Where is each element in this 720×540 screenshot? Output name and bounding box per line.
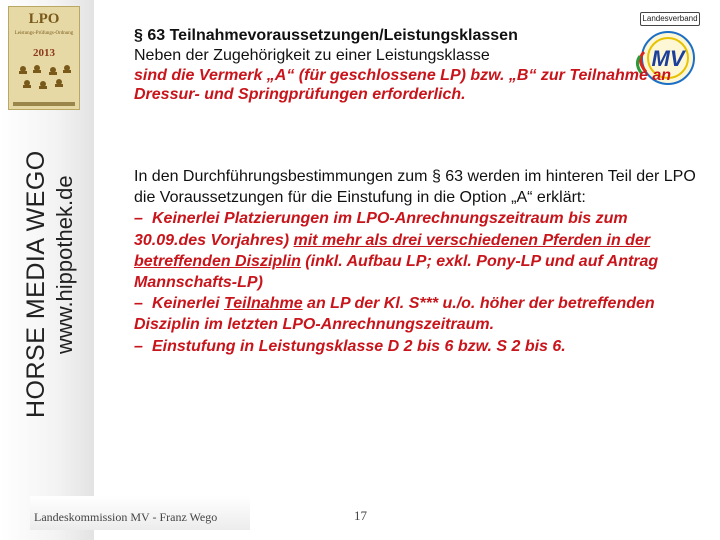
- paragraph1-red-text: sind die Vermerk „A“ (für geschlossene LP) bzw. „B“ zur Teilnahme an Dressur- und Springprüfungen erforderlich.: [134, 66, 672, 104]
- list-item-text: Einstufung in Leistungsklasse D 2 bis 6 bzw. S 2 bis 6.: [152, 337, 566, 355]
- brand-name: HORSE MEDIA WEGO: [22, 150, 50, 418]
- page-number: 17: [354, 508, 367, 523]
- footer-text: Landeskommission MV - Franz Wego: [34, 510, 218, 524]
- paragraph1-line2: Neben der Zugehörigkeit zu einer Leistungsklasse: [134, 46, 490, 64]
- lpo-book-cover-image: [8, 6, 80, 110]
- website-url: www.hippothek.de: [52, 175, 77, 354]
- logo-label: Landesverband: [640, 12, 700, 26]
- paragraph2-intro: In den Durchführungsbestimmungen zum § 63 werden im hinteren Teil der LPO die Voraussetzungen für die Einstufung in die Option „A“ erklärt:: [134, 168, 696, 207]
- book-year: 2013: [33, 47, 55, 59]
- list-item: [134, 293, 704, 335]
- book-title: LPO: [28, 11, 60, 27]
- paragraph-requirements: [134, 26, 704, 105]
- svg-text:MV: MV: [651, 46, 685, 71]
- book-subtitle: Leistungs-Prüfungs-Ordnung: [14, 31, 74, 36]
- list-dash: –: [134, 295, 143, 313]
- horse-figures-icon: [15, 63, 75, 93]
- list-item: [134, 336, 704, 357]
- list-item-underlined: Teilnahme: [224, 295, 303, 313]
- book-footer-strip: [13, 102, 75, 106]
- list-dash: –: [134, 337, 143, 355]
- list-item-text: an LP der Kl. S*** u./o. höher der betreffenden Disziplin im letzten LPO-Anrechnungszeitraum.: [134, 295, 655, 334]
- sidebar: [0, 0, 94, 540]
- list-item-text: Keinerlei Platzierungen im LPO-Anrechnungszeitraum bis zum 30.09.des Vorjahres): [134, 210, 628, 249]
- list-item-text: Keinerlei: [152, 295, 220, 313]
- list-dash: –: [134, 210, 143, 228]
- paragraph-implementation-rules: [134, 166, 704, 357]
- list-item-text: (inkl. Aufbau LP; exkl. Pony-LP und auf Antrag Mannschafts-LP): [134, 252, 659, 292]
- section-heading: § 63 Teilnahmevoraussetzungen/Leistungsklassen: [134, 27, 518, 44]
- list-item-underlined: mit mehr als drei verschiedenen Pferden in der betreffenden Disziplin: [134, 231, 651, 270]
- list-item: [134, 208, 704, 293]
